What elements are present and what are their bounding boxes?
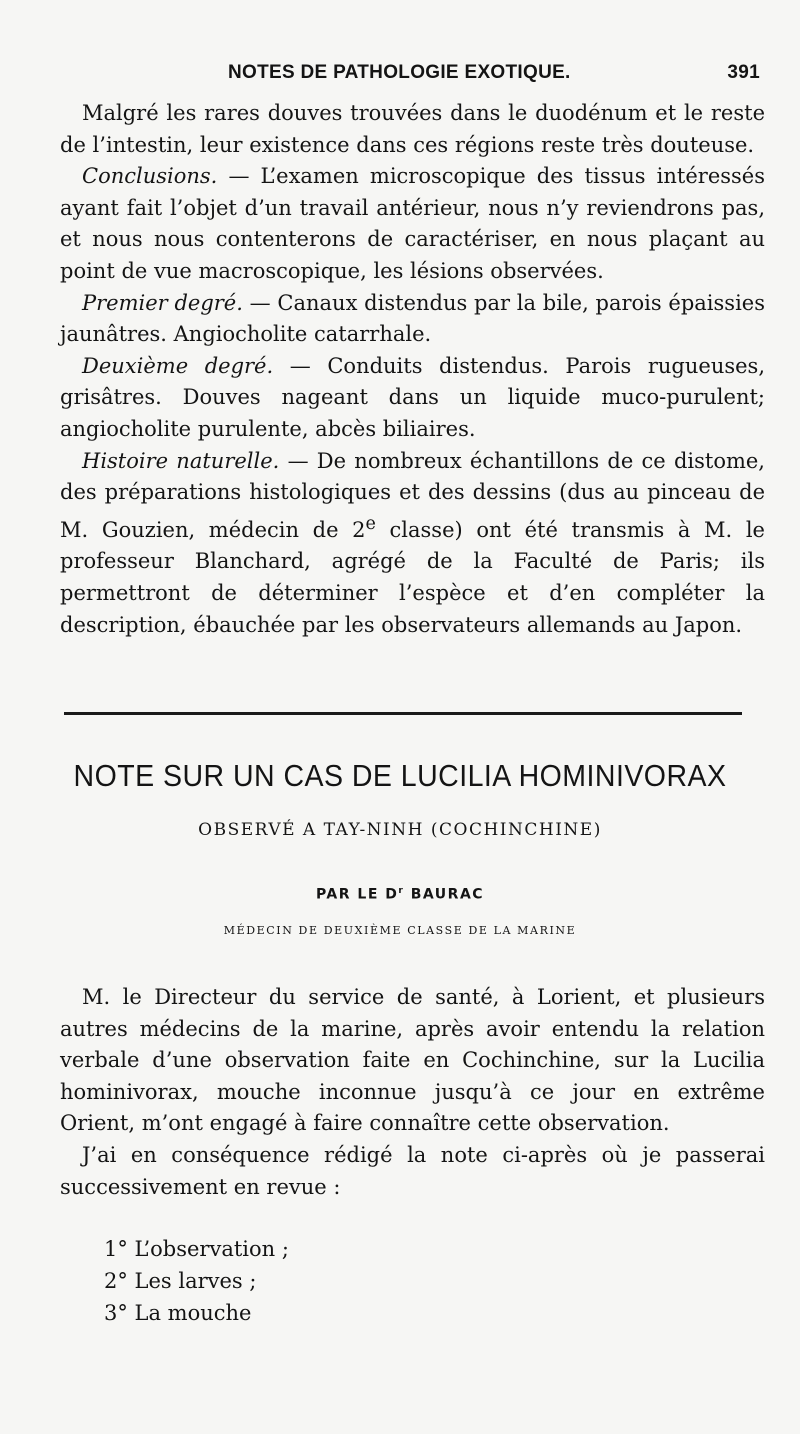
paragraph-plan: J’ai en conséquence rédigé la note ci-après où je passerai successivement en revue : [60, 1142, 765, 1199]
section-pathology-text [60, 98, 765, 641]
paragraph-label: Deuxième degré. [82, 353, 274, 378]
running-head [60, 62, 760, 92]
paragraph-premier-degre: Premier degré. — Canaux distendus par la bile, parois épaissies jaunâtres. Angiocholite catarrhale. [60, 290, 765, 347]
list-item: 2° Les larves ; [104, 1269, 257, 1293]
section-lucilia-text [60, 982, 765, 1203]
paragraph-label: Premier degré. [82, 290, 243, 315]
paragraph-label: Conclusions. [82, 164, 218, 189]
paragraph-introduction: M. le Directeur du service de santé, à Lorient, et plusieurs autres médecins de la marine, après avoir entendu la relation verbale d’une observation faite en Cochinchine, sur la Lucilia hominivorax, mouche inconnue jusqu’à ce jour en extrême Orient, m’ont engagé à faire connaître cette observation. [60, 985, 765, 1136]
list-item: 1° L’observation ; [104, 1237, 289, 1261]
section-divider [64, 712, 742, 715]
article-author: PAR LE $D^r$ BAURAC [315, 886, 485, 903]
author-affiliation: MÉDECIN DE DEUXIÈME CLASSE DE LA MARINE [223, 924, 577, 937]
paragraph-deuxieme-degre: Deuxième degré. — Conduits distendus. Parois rugueuses, grisâtres. Douves nageant dans un liquide muco-purulent; angiocholite purulente, abcès biliaires. [60, 353, 765, 441]
article-subtitle: OBSERVÉ A TAY-NINH (COCHINCHINE) [198, 820, 602, 840]
paragraph-label: Histoire naturelle. [82, 448, 280, 473]
paragraph-conclusions: Conclusions. — L’examen microscopique des tissus intéressés ayant fait l’objet d’un travail antérieur, nous n’y reviendrons pas, et nous nous contenterons de caractériser, en nous plaçant au point de vue macroscopique, les lésions observées. [60, 164, 765, 283]
paragraph-douves: Malgré les rares douves trouvées dans le duodénum et le reste de l’intestin, leur existence dans ces régions reste très douteuse. [60, 101, 765, 157]
list-item: 3° La mouche [104, 1301, 252, 1325]
page-number: 391 [727, 62, 760, 83]
article-title: NOTE SUR UN CAS DE LUCILIA HOMINIVORAX [73, 758, 727, 793]
running-head-title: NOTES DE PATHOLOGIE EXOTIQUE. [228, 62, 571, 83]
paragraph-histoire-naturelle: Histoire naturelle. — De nombreux échantillons de ce distome, des préparations histologiques et des dessins (dus au pinceau de M. Gouzien, médecin de 2e classe) ont été transmis à M. le professeur Blanchard, agrégé de la Faculté de Paris; ils permettront de déterminer l’espèce et d’en compléter la description, ébauchée par les observateurs allemands au Japon. [60, 448, 765, 637]
